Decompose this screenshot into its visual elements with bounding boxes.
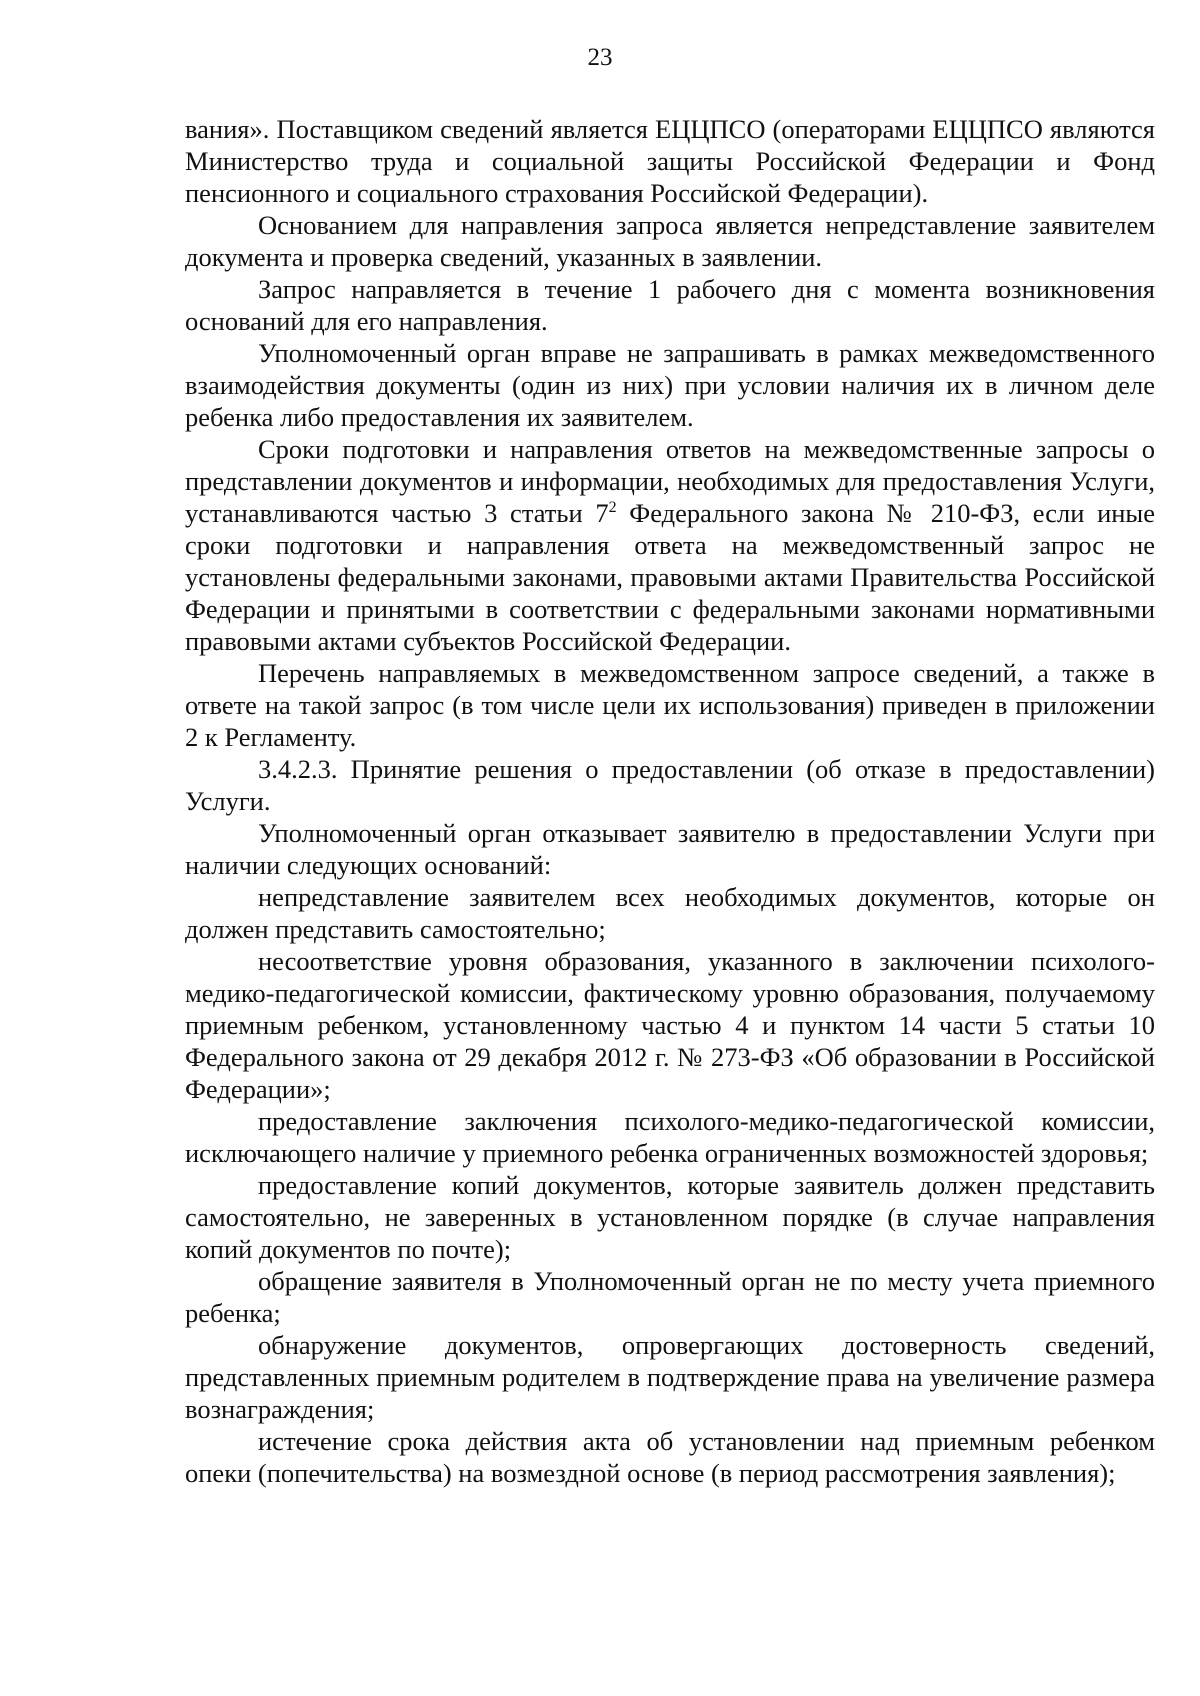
- refusal-ground-item: истечение срока действия акта об установлении над приемным ребенком опеки (попечительства) на возмездной основе (в период рассмотрения заявления);: [185, 1426, 1155, 1488]
- refusal-ground-item: несоответствие уровня образования, указанного в заключении психолого-медико-педагогической комиссии, фактическому уровню образования, получаемому приемным ребенком, установленному частью 4 и пунктом 14 части 5 статьи 10 Федерального закона от 29 декабря 2012 г. № 273-ФЗ «Об образовании в Российской Федерации»;: [185, 946, 1155, 1104]
- paragraph-continuation: вания». Поставщиком сведений является ЕЦЦПСО (операторами ЕЦЦПСО являются Министерство труда и социальной защиты Российской Федерации и Фонд пенсионного и социального страхования Российской Федерации).: [185, 114, 1155, 208]
- deadlines-text-after: Федерального закона № 210-ФЗ, если иные сроки подготовки и направления ответа на межведомственный запрос не установлены федеральными законами, правовыми актами Правительства Российской Федерации и принятыми в соответствии с федеральными законами нормативными правовыми актами субъектов Российской Федерации.: [185, 498, 1155, 656]
- paragraph-refusal-intro: Уполномоченный орган отказывает заявителю в предоставлении Услуги при наличии следующих оснований:: [185, 818, 1155, 880]
- paragraph-request-timing: Запрос направляется в течение 1 рабочего дня с момента возникновения оснований для его направления.: [185, 274, 1155, 336]
- paragraph-request-basis: Основанием для направления запроса является непредставление заявителем документа и проверка сведений, указанных в заявлении.: [185, 210, 1155, 272]
- page-number: 23: [587, 44, 613, 71]
- refusal-ground-item: предоставление заключения психолого-медико-педагогической комиссии, исключающего наличие у приемного ребенка ограниченных возможностей здоровья;: [185, 1106, 1155, 1168]
- refusal-ground-item: обнаружение документов, опровергающих достоверность сведений, представленных приемным родителем в подтверждение права на увеличение размера вознаграждения;: [185, 1330, 1155, 1424]
- article-superscript: 2: [608, 499, 617, 517]
- paragraph-authority-right: Уполномоченный орган вправе не запрашивать в рамках межведомственного взаимодействия документы (один из них) при условии наличия их в личном деле ребенка либо предоставления их заявителем.: [185, 338, 1155, 432]
- deadlines-text-before: Сроки подготовки и направления ответов на межведомственные запросы о представлении документов и информации, необходимых для предоставления Услуги, устанавливаются частью 3 статьи 7: [185, 434, 1155, 528]
- refusal-ground-item: обращение заявителя в Уполномоченный орган не по месту учета приемного ребенка;: [185, 1266, 1155, 1328]
- paragraph-information-list: Перечень направляемых в межведомственном запросе сведений, а также в ответе на такой запрос (в том числе цели их использования) приведен в приложении 2 к Регламенту.: [185, 658, 1155, 752]
- refusal-ground-item: непредставление заявителем всех необходимых документов, которые он должен представить самостоятельно;: [185, 882, 1155, 944]
- page-body: [185, 113, 1155, 1489]
- refusal-ground-item: предоставление копий документов, которые заявитель должен представить самостоятельно, не заверенных в установленном порядке (в случае направления копий документов по почте);: [185, 1170, 1155, 1264]
- section-heading-3-4-2-3: 3.4.2.3. Принятие решения о предоставлении (об отказе в предоставлении) Услуги.: [185, 754, 1155, 816]
- paragraph-response-deadlines: [185, 433, 1155, 657]
